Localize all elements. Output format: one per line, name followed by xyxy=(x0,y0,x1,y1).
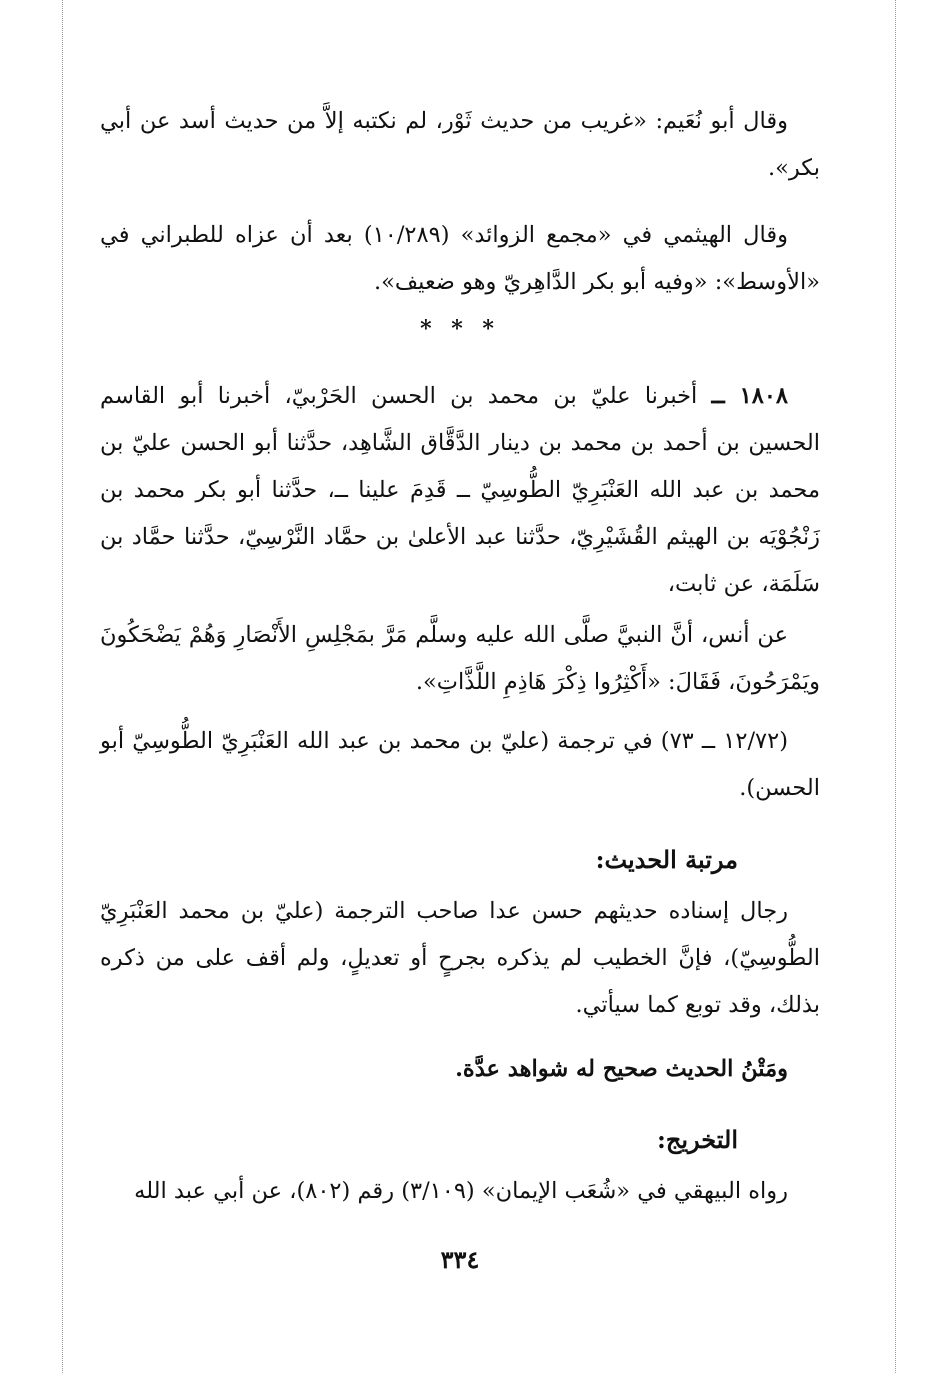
section-heading: مرتبة الحديث: xyxy=(595,845,738,874)
right-scan-edge xyxy=(895,0,896,1373)
paragraph-text: وقال أبو نُعَيم: «غريب من حديث ثَوْر، لم نكتبه إلاَّ من حديث أسد عن أبي بكر». xyxy=(100,108,820,181)
paragraph-abu-nuaym xyxy=(100,98,820,192)
paragraph-text: رواه البيهقي في «شُعَب الإيمان» (٣/١٠٩) رقم (٨٠٢)، عن أبي عبد الله xyxy=(134,1178,788,1204)
paragraph-text: وقال الهيثمي في «مجمع الزوائد» (١٠/٢٨٩) بعد أن عزاه للطبراني في «الأوسط»: «وفيه أبو بكر الدَّاهِريّ وهو ضعيف». xyxy=(100,222,820,295)
paragraph-matn-grade xyxy=(100,1046,820,1093)
hadith-number: ١٨٠٨ ــ xyxy=(711,383,788,409)
paragraph-haythami xyxy=(100,212,820,306)
section-heading: التخريج: xyxy=(657,1125,738,1154)
hadith-isnad xyxy=(100,373,820,608)
matn-text: عن أنس، أنَّ النبيَّ صلَّى الله عليه وسلَّم مَرَّ بمَجْلِسِ الأَنْصَارِ وَهُمْ يَضْحَكُونَ ويَمْرَحُونَ، فَقَالَ: «أَكْثِرُوا ذِكْرَ هَاذِمِ اللَّذَّاتِ». xyxy=(100,622,820,695)
reference-text: (١٢/٧٢ ــ ٧٣) في ترجمة (عليّ بن محمد بن عبد الله العَنْبَرِيّ الطُّوسِيّ أبو الحسن). xyxy=(100,728,820,801)
paragraph-grade xyxy=(100,888,820,1029)
page-number: ٣٣٤ xyxy=(440,1245,480,1274)
section-separator xyxy=(100,306,820,353)
paragraph-text: ومَتْنُ الحديث صحيح له شواهد عدَّة. xyxy=(455,1056,788,1082)
paragraph-takhrij xyxy=(100,1168,820,1215)
source-reference xyxy=(100,718,820,812)
isnad-text xyxy=(100,373,820,608)
paragraph-text: رجال إسناده حديثهم حسن عدا صاحب الترجمة (عليّ بن محمد العَنْبَرِيّ الطُّوسِيّ)، فإنَّ الخطيب لم يذكره بجرحٍ أو تعديلٍ، ولم أقف على من ذكره بذلك، وقد توبع كما سيأتي. xyxy=(100,898,820,1018)
heading-takhrij xyxy=(100,1120,820,1160)
isnad-body: أخبرنا عليّ بن محمد بن الحسن الحَرْبيّ، أخبرنا أبو القاسم الحسين بن أحمد بن محمد بن دينار الدَّقَّاق الشَّاهِد، حدَّثنا أبو الحسن عليّ بن محمد بن عبد الله العَنْبَرِيّ الطُّوسِيّ ــ قَدِمَ علينا ــ، حدَّثنا أبو بكر محمد بن زَنْجُوْيَه بن الهيثم القُشَيْرِيّ، حدَّثنا عبد الأعلىٰ بن حمَّاد النَّرْسِيّ، حدَّثنا حمَّاد بن سَلَمَة، عن ثابت، xyxy=(100,383,821,597)
separator-stars: * * * xyxy=(420,316,500,342)
heading-grade xyxy=(100,840,820,880)
hadith-matn xyxy=(100,612,820,706)
left-scan-edge xyxy=(62,0,63,1373)
